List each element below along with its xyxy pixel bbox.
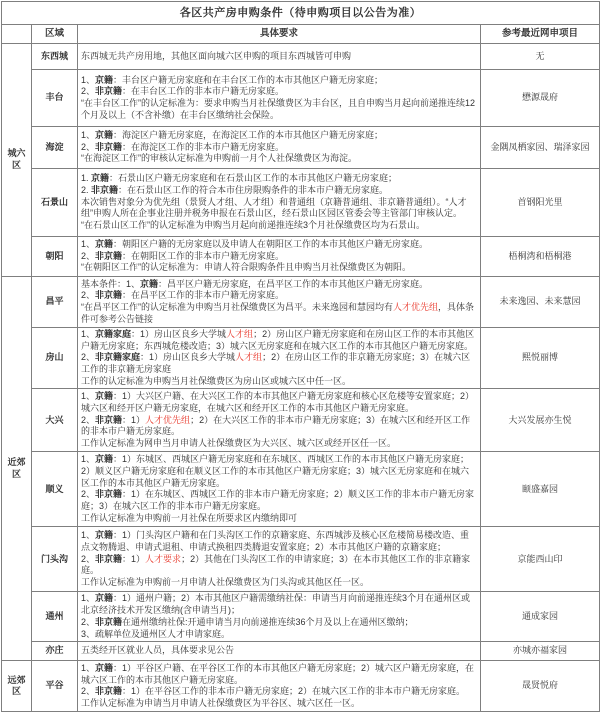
- requirement-text: ：1）东城区、西城区户籍无房家庭和在东城区、西城区工作的本市其他区户籍无房家庭；2）顺义区户籍无房家庭和在顺义区工作的本市其他区户籍无房家庭；3）城六区无房家庭和在城六区工作的本市其他区户籍无房家庭。: [81, 454, 470, 488]
- requirement-line: [81, 593, 477, 616]
- requirements-cell: [78, 277, 481, 328]
- requirement-line: [81, 489, 477, 512]
- requirement-text: 京籍: [95, 530, 114, 541]
- table-row: [2, 70, 600, 127]
- requirements-cell: [78, 661, 481, 712]
- project-cell: 懋源晟府: [481, 70, 600, 127]
- requirement-text: 2、: [81, 616, 96, 627]
- requirement-text: 非京籍: [95, 86, 123, 97]
- requirement-text: ，具体条件可参考公告链接: [81, 302, 475, 324]
- requirement-line: [81, 645, 477, 657]
- requirement-text: ：1）通州户籍；2）本市其他区户籍需缴纳社保：申请当月向前递推连续3个月在通州区或北京经济技术开发区缴纳(含申请当月)；: [81, 593, 471, 616]
- requirement-text: 工作认定标准为网申当月申请人社保缴费区为大兴区、城六区或经开区任一区。: [81, 437, 397, 448]
- table-row: [2, 169, 600, 237]
- requirement-text: 3、疏解单位及通州区人才申请家庭。: [81, 628, 231, 639]
- district-cell: 海淀: [32, 127, 78, 169]
- requirement-text: ：1）在平谷区工作的非本市户籍无房家庭；2）在城六区工作的非本市户籍无房家庭。: [122, 686, 466, 697]
- col-header-project: 参考最近网申项目: [481, 25, 600, 44]
- requirement-text: ：在石景山区工作的符合本市住房限购条件的非本市户籍无房家庭。: [118, 184, 389, 195]
- highlighted-text: 人才组: [226, 329, 254, 339]
- requirement-text: ：朝阳区户籍的无房家庭以及申请人在朝阳区工作的本市其他区户籍无房家庭。: [113, 238, 429, 249]
- requirement-line: [81, 75, 477, 87]
- project-cell: 颐盛嘉园: [481, 452, 600, 527]
- table-row: [2, 237, 600, 277]
- district-cell: 房山: [32, 328, 78, 389]
- requirement-line: [81, 262, 477, 274]
- district-cell: 门头沟: [32, 527, 78, 592]
- requirement-text: ：1）: [122, 414, 146, 425]
- region-group-cell: 城六区: [2, 44, 32, 277]
- table-row: [2, 44, 600, 70]
- project-cell: 梧桐湾和梧桐港: [481, 237, 600, 277]
- requirements-cell: [78, 237, 481, 277]
- requirement-line: [81, 329, 477, 352]
- table-body: [2, 44, 600, 712]
- col-header-region: 区域: [32, 25, 78, 44]
- project-cell: 晟贤悦府: [481, 661, 600, 712]
- requirement-text: ：1）: [122, 553, 146, 564]
- requirement-text: 非京籍: [95, 141, 123, 152]
- requirement-text: 1、: [81, 74, 96, 85]
- table-row: [2, 127, 600, 169]
- requirement-text: 非京籍: [95, 290, 123, 301]
- requirements-cell: [78, 592, 481, 642]
- requirement-text: 2、: [81, 686, 96, 697]
- requirement-text: 2、: [81, 553, 96, 564]
- requirement-line: [81, 197, 477, 220]
- requirement-line: [81, 530, 477, 553]
- requirement-text: ；2）在房山区工作的非京籍无房家庭；3）在城六区工作的非京籍无房家庭: [81, 352, 471, 375]
- table-row: [2, 661, 600, 712]
- requirement-text: 工作认定标准为申购前一月社保在所要求区内缴纳即可: [81, 512, 298, 523]
- requirement-text: ：昌平区户籍无房家庭，在昌平区工作的本市其他区户籍无房家庭。: [158, 278, 429, 289]
- requirement-text: “在海淀区工作”的审核认定标准为申购前一月个人社保缴费区为海淀。: [81, 153, 357, 164]
- table-row: [2, 527, 600, 592]
- requirement-text: 工作的认定标准为申购当月社保缴费区为房山区或城六区中任一区。: [81, 375, 352, 386]
- requirement-line: [81, 454, 477, 489]
- requirement-text: ：在丰台区工作的非本市户籍无房家庭。: [122, 86, 285, 97]
- requirements-cell: [78, 169, 481, 237]
- requirement-text: 非京籍: [95, 489, 123, 500]
- requirements-cell: [78, 452, 481, 527]
- district-cell: 顺义: [32, 452, 78, 527]
- requirement-text: ：在朝阳区工作的非本市户籍无房家庭。: [122, 250, 285, 261]
- table-row: [2, 389, 600, 452]
- table-row: [2, 452, 600, 527]
- table-row: [2, 592, 600, 642]
- requirement-text: 在通州缴纳社保:开通申请当月向前递推连续36个月及以上在通州区缴纳；: [122, 616, 414, 627]
- requirements-cell: [78, 44, 481, 70]
- requirement-text: ：1）平谷区户籍、在平谷区工作的本市其他区户籍无房家庭；2）城六区户籍无房家庭，在城六区工作的本市其他区户籍无房家庭。: [81, 662, 475, 685]
- requirement-text: ：丰台区户籍无房家庭和在丰台区工作的本市其他区户籍无房家庭；: [113, 74, 384, 85]
- requirement-text: 非京籍: [95, 686, 123, 697]
- requirement-text: 非京籍家庭: [95, 352, 141, 363]
- requirement-line: [81, 663, 477, 686]
- requirement-line: [81, 86, 477, 98]
- requirement-text: ：1）大兴区户籍、在大兴区工作的本市其他区户籍无房家庭和核心区危楼等安置家庭；2）城六区和经开区户籍无房家庭，在城六区和经开区工作的本市其他区户籍无房家庭。: [81, 391, 475, 413]
- requirement-text: ：1）门头沟区户籍和在门头沟区工作的京籍家庭、东西城涉及核心区危楼简易楼改造、重点文物腾退、申请式退租、申请式换租四类腾退安置家庭；2）本市其他区户籍的京籍家庭；: [81, 530, 470, 552]
- col-header-empty: [2, 25, 32, 44]
- requirement-line: [81, 173, 477, 185]
- requirement-text: 本次销售对象分为优先组（景贤人才组、人才组）和普通组（京籍普通组、非京籍普通组）。“人才组”申购人所在企事业注册并税务申报在石景山区，经石景山区园区管委会等主管部门审核认定。: [81, 196, 467, 219]
- requirement-text: 1、: [81, 530, 96, 541]
- requirement-text: ：1）在东城区、西城区工作的非本市户籍无房家庭；2）顺义区工作的非本市户籍无房家庭；3）在城六区工作的非本市户籍无房家庭。: [81, 489, 475, 512]
- requirement-text: ：在昌平区工作的非本市户籍无房家庭。: [122, 290, 285, 301]
- requirement-text: ：海淀区户籍无房家庭，在海淀区工作的本市其他区户籍无房家庭；: [113, 129, 384, 140]
- requirement-text: 1、: [81, 329, 96, 339]
- requirement-line: [81, 629, 477, 641]
- requirement-line: [81, 617, 477, 629]
- district-cell: 丰台: [32, 70, 78, 127]
- requirement-text: “在朝阳区工作”的认定标准为：申请人符合限购条件且申购当月社保缴费区为朝阳。: [81, 262, 411, 273]
- project-cell: 京能西山印: [481, 527, 600, 592]
- requirement-text: 1、: [81, 238, 96, 249]
- requirement-text: ：1）房山区良乡大学城: [131, 329, 227, 339]
- requirement-line: [81, 279, 477, 291]
- requirement-line: [81, 391, 477, 414]
- requirement-line: [81, 185, 477, 197]
- district-cell: 朝阳: [32, 237, 78, 277]
- requirement-line: [81, 415, 477, 438]
- requirement-text: ；2）在大兴区工作的非本市户籍无房家庭；3）在城六区和经开区工作的非本市户籍无房家庭。: [81, 414, 471, 437]
- requirement-text: 非京籍: [95, 250, 123, 261]
- requirement-text: “在石景山区工作”的认定标准为申购当月起向前递推连续3个月社保缴费区均为石景山。: [81, 220, 426, 231]
- requirement-text: 京籍: [95, 129, 114, 140]
- requirement-text: 京籍: [95, 74, 114, 85]
- requirement-line: [81, 142, 477, 154]
- project-cell: 熙悦丽博: [481, 328, 600, 389]
- requirements-cell: [78, 328, 481, 389]
- table-row: [2, 642, 600, 661]
- requirement-text: 京籍家庭: [95, 329, 132, 339]
- requirement-line: [81, 153, 477, 165]
- region-group-cell: 远郊区: [2, 661, 32, 712]
- requirement-line: [81, 554, 477, 577]
- district-cell: 东西城: [32, 44, 78, 70]
- region-group-cell: 近郊区: [2, 277, 32, 661]
- requirement-text: ；2）其他在门头沟区工作的申请家庭；3）在本市其他区工作的非京籍家庭。: [81, 553, 471, 576]
- requirement-text: 1.: [81, 173, 92, 184]
- district-cell: 大兴: [32, 389, 78, 452]
- title-row: [2, 2, 600, 25]
- table-row: [2, 277, 600, 328]
- requirement-text: 京籍: [95, 593, 114, 604]
- requirement-text: 非京籍: [95, 616, 123, 627]
- requirement-line: [81, 239, 477, 251]
- requirement-line: [81, 130, 477, 142]
- requirement-text: 1、: [81, 129, 96, 140]
- district-cell: 昌平: [32, 277, 78, 328]
- project-cell: 无: [481, 44, 600, 70]
- requirement-text: ：石景山区户籍无房家庭和在石景山区工作的本市其他区户籍无房家庭；: [109, 173, 398, 184]
- requirement-text: 2.: [81, 184, 92, 195]
- requirement-text: 2、: [81, 290, 96, 301]
- requirement-text: 工作认定标准为申购前一月申请人社保缴费区为门头沟或其他区任一区。: [81, 576, 370, 587]
- requirement-text: 五类经开区就业人员，具体要求见公告: [81, 645, 235, 656]
- requirement-line: [81, 251, 477, 263]
- requirement-text: 京籍: [91, 173, 110, 184]
- requirement-line: [81, 220, 477, 232]
- project-cell: 亦城亦福家园: [481, 642, 600, 661]
- requirement-text: ：在海淀区工作的非本市户籍无房家庭。: [122, 141, 285, 152]
- district-cell: 石景山: [32, 169, 78, 237]
- requirement-text: ：1）房山区良乡大学城: [140, 352, 236, 363]
- requirement-line: [81, 302, 477, 325]
- requirement-line: [81, 376, 477, 388]
- requirement-text: 1、: [81, 662, 96, 673]
- project-cell: 通成家园: [481, 592, 600, 642]
- requirement-text: 京籍: [95, 238, 114, 249]
- col-header-requirements: 具体要求: [78, 25, 481, 44]
- page-title: 各区共产房申购条件（待申购项目以公告为准）: [2, 2, 600, 25]
- highlighted-text: 人才优先组: [393, 302, 439, 312]
- requirements-cell: [78, 527, 481, 592]
- requirement-text: 2、: [81, 141, 96, 152]
- requirements-cell: [78, 127, 481, 169]
- header-row: [2, 25, 600, 44]
- requirements-cell: [78, 642, 481, 661]
- district-cell: 亦庄: [32, 642, 78, 661]
- requirement-line: [81, 352, 477, 375]
- requirements-cell: [78, 389, 481, 452]
- requirement-line: [81, 98, 477, 121]
- requirements-cell: [78, 70, 481, 127]
- district-cell: 平谷: [32, 661, 78, 712]
- requirement-text: 非京籍: [91, 184, 119, 195]
- highlighted-text: 人才组: [235, 352, 263, 363]
- highlighted-text: 人才要求: [145, 553, 182, 564]
- requirement-line: [81, 290, 477, 302]
- requirement-text: 2、: [81, 414, 96, 425]
- requirement-text: 京籍: [95, 454, 114, 465]
- requirement-line: [81, 686, 477, 698]
- housing-table: [1, 1, 600, 712]
- district-cell: 通州: [32, 592, 78, 642]
- project-cell: 未来逸园、未来慧园: [481, 277, 600, 328]
- requirement-text: 东西城无共产房用地，其他区面向城六区申购的项目东西城皆可申购: [81, 50, 352, 61]
- requirement-line: [81, 438, 477, 450]
- highlighted-text: 人才优先组: [145, 414, 191, 425]
- requirement-text: 京籍: [95, 662, 114, 673]
- requirement-line: [81, 698, 477, 710]
- requirement-text: 2、: [81, 489, 96, 500]
- requirement-text: 京籍: [95, 391, 114, 402]
- project-cell: 大兴发展亦生悦: [481, 389, 600, 452]
- table-row: [2, 328, 600, 389]
- requirement-line: [81, 577, 477, 589]
- requirement-text: 非京籍: [95, 414, 123, 425]
- requirement-text: “在昌平区工作”的认定标准为申购当月社保缴费区为昌平。未来逸园和慧园均有: [81, 302, 393, 312]
- requirement-text: 2、: [81, 86, 96, 97]
- requirement-text: ；2）房山区户籍无房家庭和在房山区工作的本市其他区户籍无房家庭；东西城危楼改造；3）城六区无房家庭和在城六区工作的本市其他区户籍无房家庭。: [81, 329, 475, 351]
- project-cell: 金隅凤栖家园、瑞泽家园: [481, 127, 600, 169]
- requirement-line: [81, 51, 477, 63]
- requirement-text: “在丰台区工作”的认定标准为：要求申购当月社保缴费区为丰台区，且自申购当月起向前递推连续12个月及以上（不含补缴）在丰台区缴纳社会保险。: [81, 98, 476, 120]
- requirement-line: [81, 513, 477, 525]
- requirement-text: 2、: [81, 352, 96, 363]
- requirement-text: 1、: [81, 391, 96, 402]
- requirement-text: 1、: [81, 593, 96, 604]
- requirement-text: 工作认定标准为申请当月申请人社保缴费区为平谷区、城六区任一区。: [81, 697, 361, 708]
- project-cell: 首钢阳光里: [481, 169, 600, 237]
- requirement-text: 1、: [81, 454, 96, 465]
- requirement-text: 非京籍: [95, 553, 123, 564]
- requirement-text: 京籍: [140, 278, 159, 289]
- requirement-text: 基本条件：1、: [81, 278, 141, 289]
- requirement-text: 2、: [81, 250, 96, 261]
